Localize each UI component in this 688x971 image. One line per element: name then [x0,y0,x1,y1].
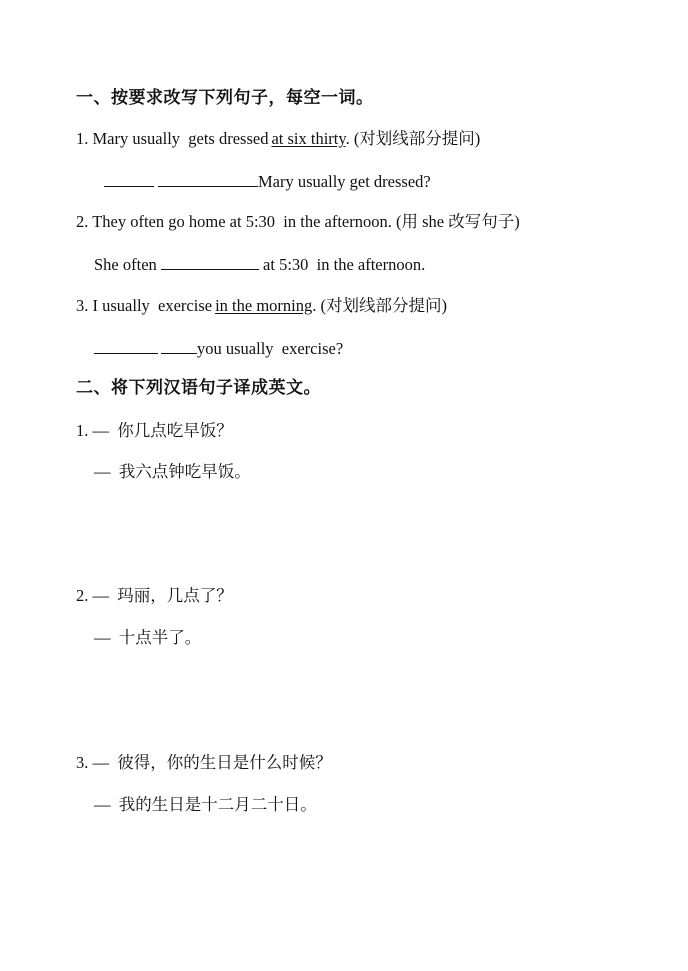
translation-1-line-1 [76,421,233,441]
instruction: (用 she 改写句子) [396,212,520,231]
answer-text: Mary usually get dressed? [258,172,431,191]
punctuation: . [312,296,317,315]
punctuation: . [345,129,350,148]
underlined-phrase: in the morning [215,296,313,315]
chinese-sentence: 彼得，你的生日是什么时候？ [117,753,332,772]
answer-blank[interactable] [104,171,154,187]
question-1-prompt [76,129,480,149]
chinese-sentence: 我六点钟吃早饭。 [118,462,251,481]
question-number: 1. [76,421,89,440]
question-2-answer-line [94,254,425,275]
instruction: (对划线部分提问) [353,129,481,148]
dash: — [94,462,111,481]
dash: — [92,421,109,440]
chinese-sentence: 你几点吃早饭？ [117,421,233,440]
chinese-sentence: 我的生日是十二月二十日。 [118,795,317,814]
question-3-answer-line [94,338,343,359]
translation-3-line-1 [76,753,332,773]
underlined-phrase: at six thirty [271,129,346,148]
question-3-prompt [76,296,447,316]
instruction: (对划线部分提问) [320,296,447,315]
question-number: 3. [76,296,89,315]
question-number: 3. [76,753,89,772]
answer-text: you usually exercise? [197,339,344,358]
chinese-sentence: 十点半了。 [118,628,202,647]
section-2-title: 二、将下列汉语句子译成英文。 [76,378,321,397]
chinese-sentence: 玛丽，几点了？ [117,586,233,605]
translation-2-line-2 [94,628,201,648]
dash: — [94,628,111,647]
question-number: 2. [76,586,89,605]
answer-blank[interactable] [161,338,197,354]
question-number: 2. [76,212,89,231]
translation-3-line-2 [94,795,317,815]
answer-blank[interactable] [94,338,158,354]
answer-text: at 5:30 in the afternoon. [263,255,426,274]
section-1-title: 一、按要求改写下列句子，每空一词。 [76,88,374,107]
question-text: Mary usually gets dressed [92,129,269,148]
question-1-answer-line [104,171,431,192]
question-text: I usually exercise [92,296,213,315]
answer-text: She often [94,255,157,274]
translation-2-line-1 [76,586,233,606]
answer-blank[interactable] [161,254,259,270]
dash: — [92,586,109,605]
translation-1-line-2 [94,462,251,482]
question-2-prompt [76,212,520,232]
question-number: 1. [76,129,89,148]
answer-blank[interactable] [158,171,258,187]
question-text: They often go home at 5:30 in the afternoon. [92,212,392,231]
dash: — [92,753,109,772]
dash: — [94,795,111,814]
